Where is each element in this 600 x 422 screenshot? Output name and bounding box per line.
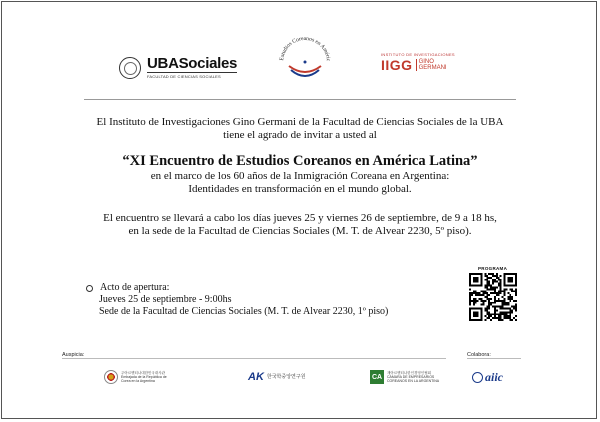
intro-line-1: El Instituto de Investigaciones Gino Germani de la Facultad de Ciencias Sociales de la UBA (96, 116, 504, 128)
colabora-divider (467, 358, 521, 359)
program-label: PROGRAMA (478, 266, 508, 271)
opening-date: Jueves 25 de septiembre - 9:00hs (99, 294, 232, 305)
aks-text: 한국학중앙연구원 (266, 374, 306, 380)
bullet-icon (86, 285, 93, 292)
center-logo-arc-text: Estudios Coreanos en Améric (279, 35, 332, 62)
embassy-logo (104, 370, 167, 384)
aks-logo (248, 371, 306, 383)
event-dates (40, 212, 560, 238)
chamber-line-3: COREANOS EN LA ARGENTINA (387, 379, 440, 383)
opening-place: Sede de la Facultad de Ciencias Sociales (M. T. de Alvear 2230, 1º piso) (99, 306, 389, 317)
uba-logo-main: UBASociales (147, 55, 238, 72)
korea-emblem-icon (104, 370, 118, 384)
chamber-line-2: CÁMARA DE EMPRESARIOS (387, 375, 435, 379)
colab-text: aiic (485, 370, 503, 384)
intro-line-2: tiene el agrado de invitar a usted al (223, 129, 377, 141)
opening-label: Acto de apertura: (100, 282, 170, 293)
iigg-logo (381, 52, 455, 73)
subtitle-line-2: Identidades en transformación en el mundo global. (188, 183, 412, 195)
iigg-logo-top: INSTITUTO DE INVESTIGACIONES (381, 52, 455, 57)
uba-sociales-logo (119, 56, 237, 79)
iigg-logo-side-1: GINO (418, 59, 434, 65)
uba-logo-sub: FACULTAD DE CIENCIAS SOCIALES (147, 72, 237, 79)
globe-icon (472, 372, 483, 383)
invitation-intro (40, 116, 560, 142)
dates-line-2: en la sede de la Facultad de Ciencias Sociales (M. T. de Alvear 2230, 5º piso). (128, 225, 472, 237)
iigg-logo-side-2: GERMANI (418, 65, 447, 71)
embassy-line-1: 주아르헨티나대한민국대사관 (121, 371, 165, 375)
program-qr-code[interactable] (469, 273, 517, 321)
event-subtitle (40, 170, 560, 196)
colabora-label: Colabora: (467, 352, 491, 358)
ca-mark: CA (370, 370, 384, 384)
svg-text:Estudios Coreanos en América L (275, 32, 331, 62)
auspicia-label: Auspicia: (62, 352, 85, 358)
subtitle-line-1: en el marco de los 60 años de la Inmigración Coreana en Argentina: (150, 170, 450, 182)
header-divider (84, 99, 516, 100)
colabora-logo (472, 370, 503, 385)
chamber-logo (370, 370, 439, 384)
dates-line-1: El encuentro se llevará a cabo los días jueves 25 y viernes 26 de septiembre, de 9 a 18 hs, (103, 212, 497, 224)
estudios-coreanos-logo (275, 32, 335, 92)
iigg-logo-main: IIGG (381, 57, 413, 73)
chamber-line-1: 재아르헨티나한인경영인협회 (387, 371, 431, 375)
embassy-line-2: Embajada de la República de (121, 375, 167, 379)
event-title: “XI Encuentro de Estudios Coreanos en América Latina” (122, 153, 478, 169)
opening-act (86, 282, 388, 318)
auspicia-divider (62, 358, 446, 359)
uba-seal-icon (119, 57, 141, 79)
embassy-line-3: Corea en la Argentina (121, 379, 155, 383)
aks-mark: AK (248, 371, 264, 383)
